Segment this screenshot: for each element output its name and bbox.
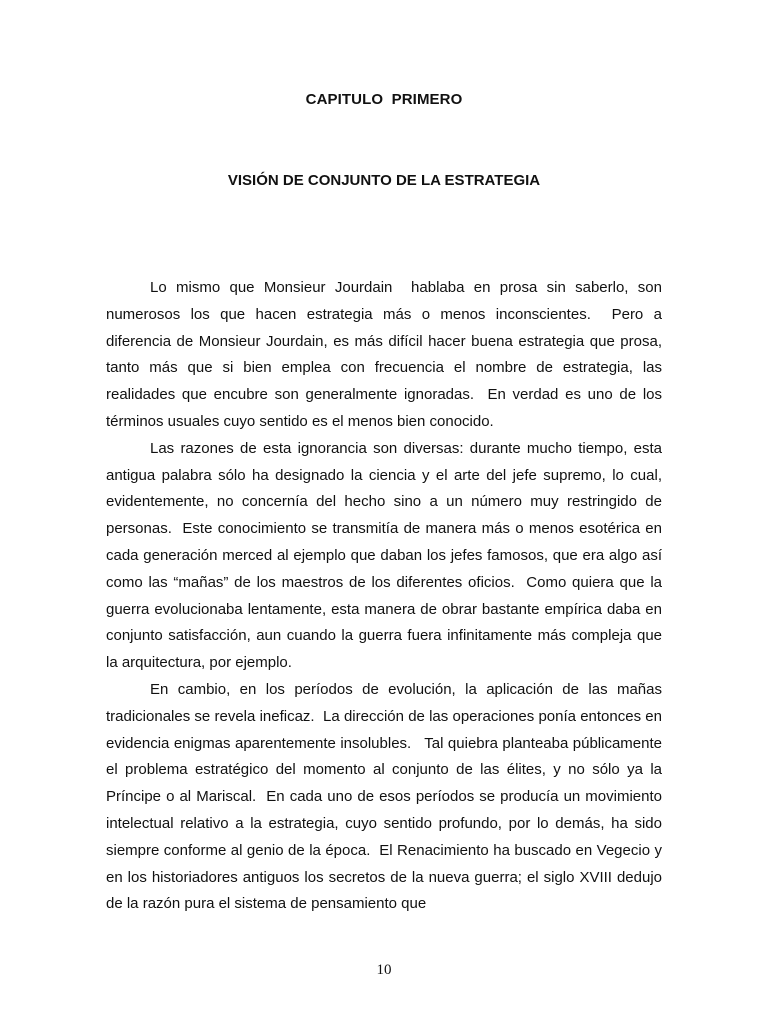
body-text xyxy=(106,275,667,918)
chapter-title: VISIÓN DE CONJUNTO DE LA ESTRATEGIA xyxy=(227,172,541,189)
paragraph-3: En cambio, en los períodos de evolución, la aplicación de las mañas tradicionales se revela ineficaz. La dirección de las operaciones ponía entonces en evidencia enigmas aparentemente insolubles. Tal quiebra planteaba públicamente el problema estratégico del momento al conjunto de las élites, y no sólo ya la Príncipe o al Mariscal. En cada uno de esos períodos se producía un movimiento intelectual relativo a la estrategia, cuyo sentido profundo, por lo demás, ha sido siempre conforme al genio de la época. El Renacimiento ha buscado en Vegecio y en los historiadores antiguos los secretos de la nueva guerra; el siglo XVIII dedujo de la razón pura el sistema de pensamiento que xyxy=(106,680,667,913)
paragraph-2: Las razones de esta ignorancia son diversas: durante mucho tiempo, esta antigua palabra sólo ha designado la ciencia y el arte del jefe supremo, lo cual, evidentemente, no concernía del hecho sino a un número muy restringido de personas. Este conocimiento se transmitía de manera más o menos esotérica en cada generación merced al ejemplo que daban los jefes famosos, que era algo así como las “mañas” de los maestros de los diferentes oficios. Como quiera que la guerra evolucionaba lentamente, esta manera de obrar bastante empírica daba en conjunto satisfacción, aun cuando la guerra fuera infinitamente más compleja que la arquitectura, por ejemplo. xyxy=(106,439,667,672)
chapter-heading: CAPITULO PRIMERO xyxy=(305,91,463,108)
page-number: 10 xyxy=(376,962,392,978)
paragraph-1: Lo mismo que Monsieur Jourdain hablaba en prosa sin saberlo, son numerosos los que hacen estrategia más o menos inconscientes. Pero a diferencia de Monsieur Jourdain, es más difícil hacer buena estrategia que prosa, tanto más que si bien emplea con frecuencia el nombre de estrategia, las realidades que encubre son generalmente ignoradas. En verdad es uno de los términos usuales cuyo sentido es el menos bien conocido. xyxy=(106,279,667,430)
